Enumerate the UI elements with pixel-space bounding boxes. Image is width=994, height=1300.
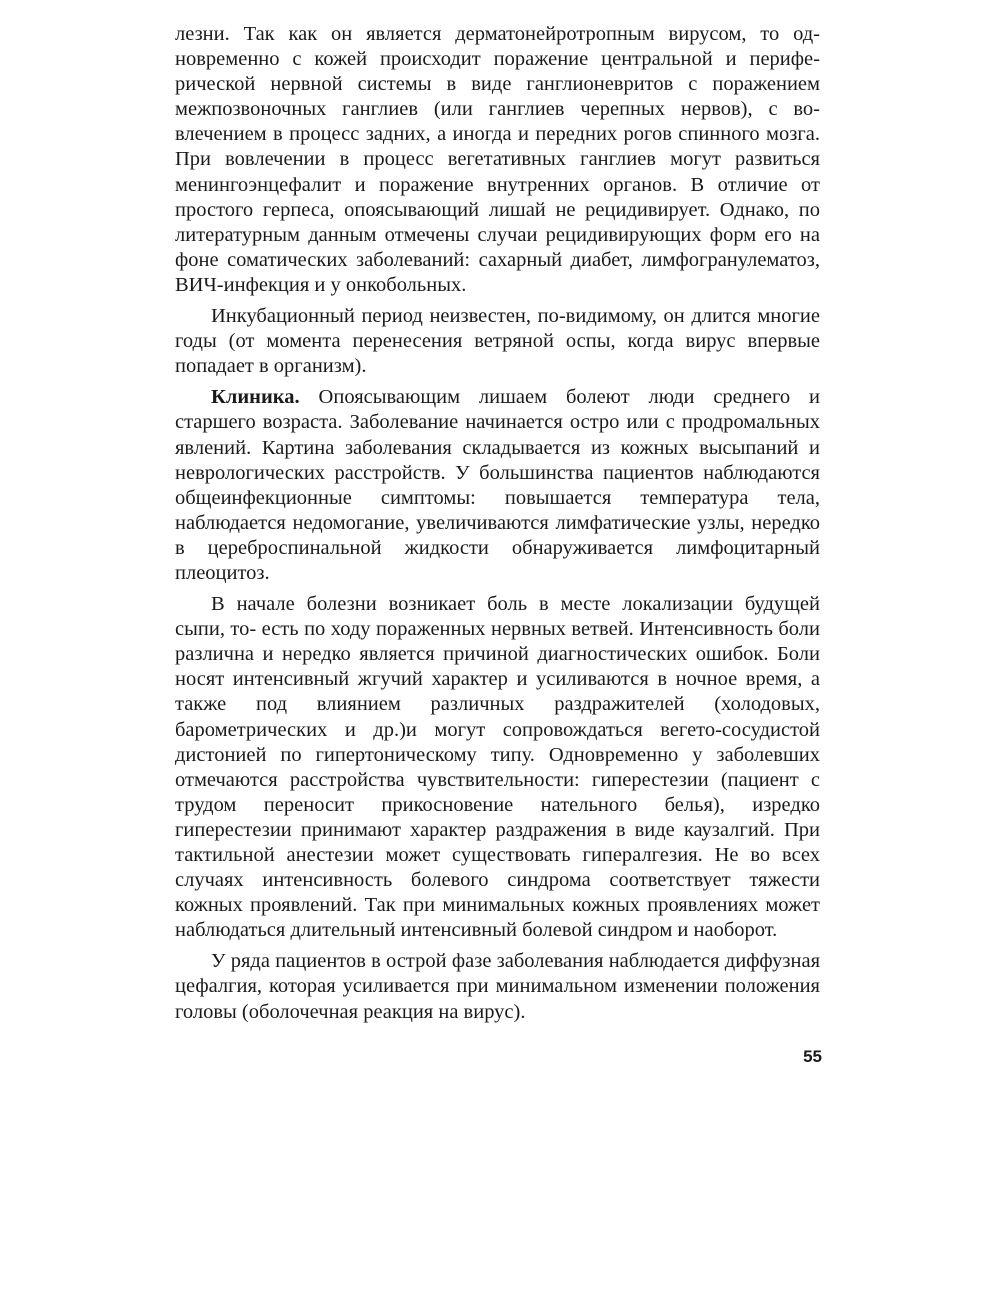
paragraph-4-text: В начале болезни возникает боль в месте локализации будущей сыпи, то- есть по ходу пораженных нервных ветвей. Интенсивность боли различна и нередко является причиной диагностических ошибок. Боли носят интенсивный жгучий характер и усиливаются в ночное время, а также под влиянием различных раздражителей (холодовых, барометрических и др.)и могут сопровождаться вегето-сосудистой дистонией по гипертоническому типу. Одновременно у заболевших отмечаются расстройства чувствительности: гиперестезии (пациент с трудом переносит прикосновение нательного белья), изредко гиперестезии принимают характер раздражения в виде каузалгий. При тактильной анестезии может существовать гипералгезия. Не во всех случаях интенсивность болевого синдрома соответствует тяжести кожных проявлений. Так при минимальных кожных проявлениях может наблюдаться длительный интенсивный болевой синдром и наоборот. [175, 593, 820, 942]
paragraph-2 [175, 304, 820, 379]
section-lead-clinic: Клиника. [211, 386, 300, 409]
paragraph-3-text: Опоясывающим лишаем болеют люди среднего и старшего возраста. Заболевание начинается остро или с продромальных явлений. Картина заболевания складывается из кожных высыпаний и неврологических расстройств. У большинства пациентов наблюдаются общеинфекционные симптомы: повышается температура тела, наблюдается недомогание, увеличиваются лимфатические узлы, нередко в цереброспинальной жидкости обнаруживается лимфоцитарный плеоцитоз. [175, 386, 820, 584]
paragraph-1-text: лезни. Так как он является дерматонейротропным вирусом, то одновременно с кожей происходит поражение центральной и периферической нервной системы в виде ганглионевритов с поражением межпозвоночных ганглиев (или ганглиев черепных нервов), с вовлечением в процесс задних, а иногда и передних рогов спинного мозга. При вовлечении в процесс вегетативных ганглиев могут развиться менингоэнцефалит и поражение внутренних органов. В отличие от простого герпеса, опоясывающий лишай не рецидивирует. Однако, по литературным данным отмечены случаи рецидивирующих форм его на фоне соматических заболеваний: сахарный диабет, лимфогранулематоз, ВИЧ-инфекция и у онкобольных. [175, 23, 820, 296]
paragraph-5 [175, 949, 820, 1024]
page-number: 55 [803, 1047, 822, 1066]
paragraph-2-text: Инкубационный период неизвестен, по-видимому, он длится многие годы (от момента перенесения ветряной оспы, когда вирус впервые попадает в организм). [175, 305, 820, 378]
paragraph-4 [175, 592, 820, 943]
paragraph-5-text: У ряда пациентов в острой фазе заболевания наблюдается диффузная цефалгия, которая усиливается при минимальном изменении положения головы (оболочечная реакция на вирус). [175, 950, 820, 1023]
paragraph-3 [175, 385, 820, 586]
page-body [175, 22, 820, 1025]
paragraph-1 [175, 22, 820, 298]
